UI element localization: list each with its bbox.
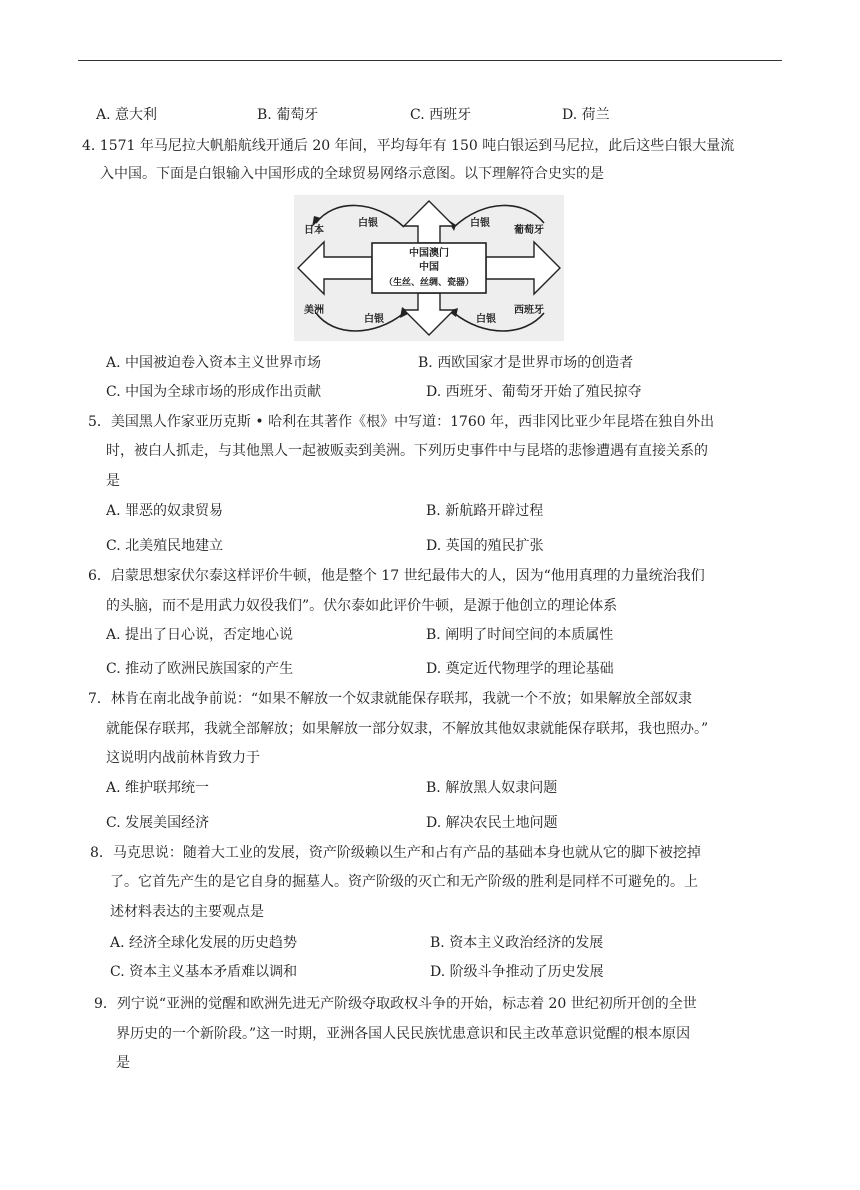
label-silver-bottom-right: 白银 (476, 314, 496, 325)
q6-stem-line1: 6．启蒙思想家伏尔泰这样评价牛顿，他是整个 17 世纪最伟大的人，因为“他用真理的力量统治我们 (88, 568, 705, 584)
q4-option-d: D. 西班牙、葡萄牙开始了殖民掠夺 (426, 384, 642, 400)
q8-stem-line1: 8．马克思说：随着大工业的发展，资产阶级赖以生产和占有产品的基础本身也就从它的脚下被挖掉 (90, 845, 701, 861)
q3-option-a: A. 意大利 (96, 107, 158, 123)
header-rule (78, 60, 782, 61)
silver-trade-diagram (294, 195, 564, 341)
curve-arrow-top-right (454, 205, 544, 227)
curve-arrow-bottom-left (316, 313, 404, 331)
label-portugal: 葡萄牙 (514, 225, 544, 236)
q4-option-b: B. 西欧国家才是世界市场的创造者 (418, 355, 634, 371)
q7-option-c: C. 发展美国经济 (106, 815, 210, 831)
q4-option-a: A. 中国被迫卷入资本主义世界市场 (106, 355, 322, 371)
q4-option-c: C. 中国为全球市场的形成作出贡献 (106, 384, 322, 400)
q5-option-a: A. 罪恶的奴隶贸易 (106, 503, 224, 519)
arrow-right (486, 242, 560, 294)
q6-option-c: C. 推动了欧洲民族国家的产生 (106, 661, 294, 677)
q8-stem-line2: 了。它首先产生的是它自身的掘墓人。资产阶级的灭亡和无产阶级的胜利是同样不可避免的。上 (110, 874, 698, 890)
q7-stem-line1: 7．林肯在南北战争前说：“如果不解放一个奴隶就能保存联邦，我就一个不放；如果解放全部奴隶 (88, 691, 693, 707)
q7-option-b: B. 解放黑人奴隶问题 (426, 780, 558, 796)
q4-stem-line2: 入中国。下面是白银输入中国形成的全球贸易网络示意图。以下理解符合史实的是 (100, 166, 604, 182)
q9-stem-line2: 界历史的一个新阶段。”这一时期，亚洲各国人民民族忧患意识和民主改革意识觉醒的根本原因 (116, 1026, 691, 1042)
q3-option-c: C. 西班牙 (410, 107, 472, 123)
q9-stem-line3: 是 (116, 1055, 130, 1071)
label-americas: 美洲 (304, 305, 324, 316)
q5-option-d: D. 英国的殖民扩张 (426, 538, 544, 554)
q5-stem-line1: 5．美国黑人作家亚历克斯 • 哈利在其著作《根》中写道：1760 年，西非冈比亚少年昆塔在独自外出 (88, 414, 715, 430)
q6-stem-line2: 的头脑，而不是用武力奴役我们”。伏尔泰如此评价牛顿，是源于他创立的理论体系 (106, 598, 618, 614)
arrow-up (404, 201, 454, 243)
silver-trade-diagram-svg (294, 195, 564, 341)
q7-option-d: D. 解决农民土地问题 (426, 815, 558, 831)
q3-option-d: D. 荷兰 (562, 107, 610, 123)
arrow-down (404, 293, 454, 335)
q8-option-d: D. 阶级斗争推动了历史发展 (430, 964, 604, 980)
q3-option-b: B. 葡萄牙 (257, 107, 319, 123)
q6-option-d: D. 奠定近代物理学的理论基础 (426, 661, 614, 677)
label-silver-top-left: 白银 (358, 218, 378, 229)
label-japan: 日本 (304, 225, 324, 236)
label-silver-top-right: 白银 (470, 218, 490, 229)
q6-option-a: A. 提出了日心说，否定地心说 (106, 627, 294, 643)
q5-stem-line2: 时，被白人抓走，与其他黑人一起被贩卖到美洲。下列历史事件中与昆塔的悲惨遭遇有直接关系的 (106, 443, 708, 459)
q5-option-b: B. 新航路开辟过程 (426, 503, 544, 519)
label-spain: 西班牙 (514, 305, 544, 316)
q5-option-c: C. 北美殖民地建立 (106, 538, 224, 554)
q9-stem-line1: 9．列宁说“亚洲的觉醒和欧洲先进无产阶级夺取政权斗争的开始，标志着 20 世纪初所开创的全世 (94, 996, 697, 1012)
q5-stem-line3: 是 (106, 473, 120, 489)
label-silver-bottom-left: 白银 (364, 314, 384, 325)
q8-option-b: B. 资本主义政治经济的发展 (430, 935, 604, 951)
q6-option-b: B. 阐明了时间空间的本质属性 (426, 627, 614, 643)
q8-stem-line3: 述材料表达的主要观点是 (110, 904, 264, 920)
q8-option-c: C. 资本主义基本矛盾难以调和 (110, 964, 298, 980)
arrow-left (298, 242, 372, 294)
q4-stem-line1: 4. 1571 年马尼拉大帆船航线开通后 20 年间，平均每年有 150 吨白银运到马尼拉，此后这些白银大量流 (82, 138, 735, 154)
q7-stem-line3: 这说明内战前林肯致力于 (106, 750, 260, 766)
center-label-line2: 中国 (419, 262, 439, 273)
q7-stem-line2: 就能保存联邦，我就全部解放；如果解放一部分奴隶，不解放其他奴隶就能保存联邦，我也照办。” (106, 721, 709, 737)
center-label-line1: 中国澳门 (409, 248, 449, 259)
q7-option-a: A. 维护联邦统一 (106, 780, 210, 796)
q8-option-a: A. 经济全球化发展的历史趋势 (110, 935, 298, 951)
center-label-line3: （生丝、丝绸、瓷器） (383, 278, 475, 288)
